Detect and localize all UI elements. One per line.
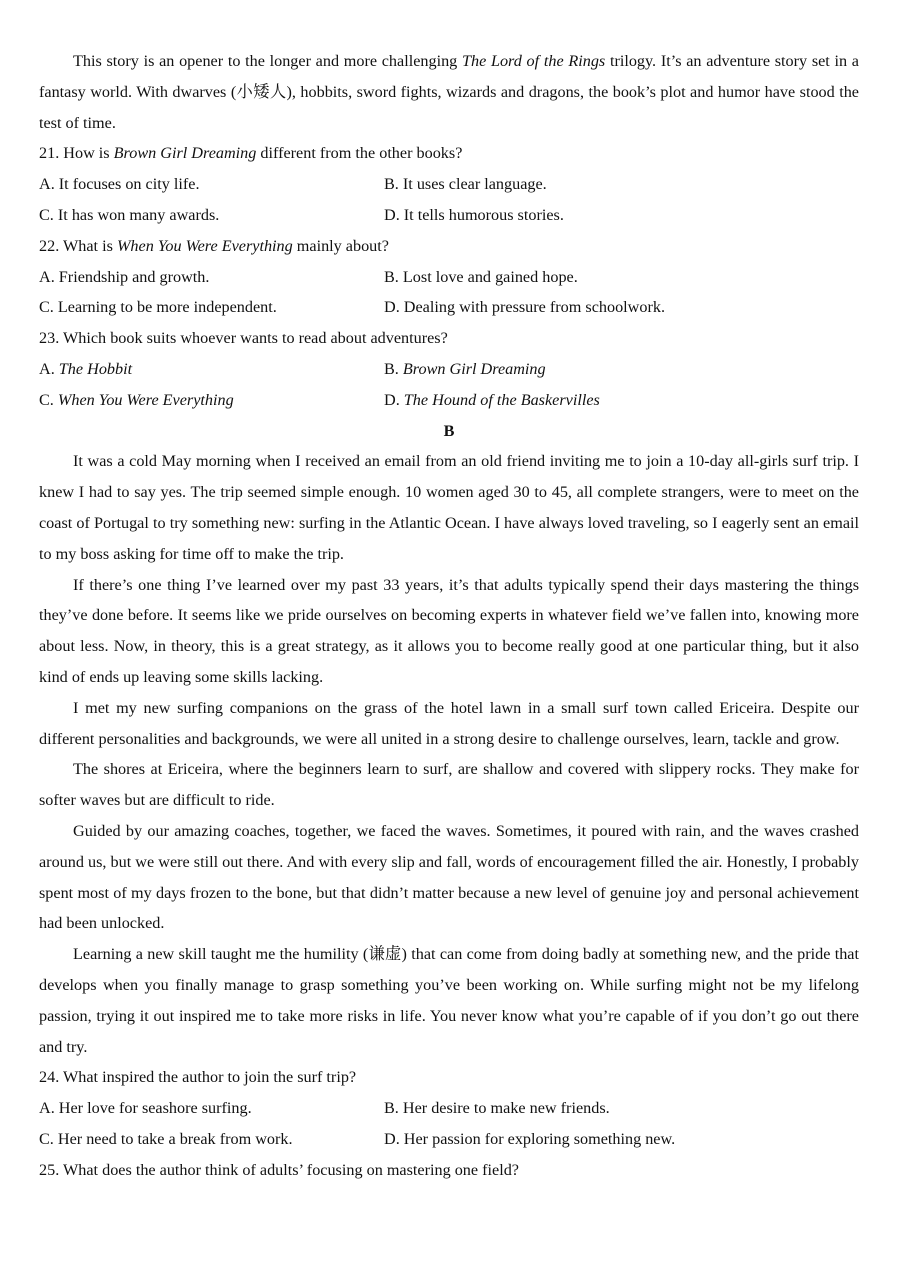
question-text: How is: [63, 144, 114, 163]
section-b-title: B: [443, 421, 455, 440]
question-text: different from the other books?: [256, 144, 463, 163]
option-22b: [384, 262, 578, 293]
question-text: What is: [63, 236, 117, 255]
passage-paragraph-6: Learning a new skill taught me the humility (谦虚) that can come from doing badly at something new, and the pride that develops when you finally manage to grasp something you’ve been working on. While surfing might not be my lifelong passion, trying it out inspired me to take more risks in life. You never know what you’re capable of if you don’t go out there and try.: [39, 945, 859, 1056]
option-letter: A.: [39, 359, 59, 378]
options-row: [39, 292, 859, 323]
option-text: Her desire to make new friends.: [402, 1099, 610, 1118]
option-text: It uses clear language.: [402, 175, 547, 194]
question-text: Which book suits whoever wants to read about adventures?: [63, 329, 448, 348]
option-text: The Hobbit: [58, 359, 133, 378]
option-21c: [39, 200, 384, 231]
option-text: Her passion for exploring something new.: [403, 1129, 676, 1148]
option-24b: [384, 1093, 610, 1124]
question-number: 25.: [39, 1160, 63, 1179]
option-text: The Hound of the Baskervilles: [403, 390, 600, 409]
option-letter: D.: [384, 390, 404, 409]
options-row: [39, 385, 859, 416]
option-23a: [39, 354, 384, 385]
option-text: It has won many awards.: [57, 205, 220, 224]
option-24a: [39, 1093, 384, 1124]
option-letter: A.: [39, 1099, 59, 1118]
option-text: Dealing with pressure from schoolwork.: [403, 298, 665, 317]
options-row: [39, 262, 859, 293]
passage-paragraph-4: The shores at Ericeira, where the beginners learn to surf, are shallow and covered with slippery rocks. They make for softer waves but are difficult to ride.: [39, 760, 859, 810]
option-22a: [39, 262, 384, 293]
question-number: 23.: [39, 329, 63, 348]
option-text: It tells humorous stories.: [403, 205, 564, 224]
option-21b: [384, 169, 547, 200]
options-row: [39, 169, 859, 200]
question-21: [39, 138, 859, 169]
option-letter: B.: [384, 359, 403, 378]
passage-paragraph-1: It was a cold May morning when I received an email from an old friend inviting me to join a 10-day all-girls surf trip. I knew I had to say yes. The trip seemed simple enough. 10 women aged 30 to 45, all complete strangers, were to meet on the coast of Portugal to try something new: surfing in the Atlantic Ocean. I have always loved traveling, so I eagerly sent an email to my boss asking for time off to make the trip.: [39, 452, 859, 563]
option-21d: [384, 200, 564, 231]
book-title: Brown Girl Dreaming: [113, 144, 257, 163]
question-number: 24.: [39, 1068, 63, 1087]
question-number: 22.: [39, 236, 63, 255]
question-22: [39, 231, 859, 262]
passage-paragraph-5: Guided by our amazing coaches, together, we faced the waves. Sometimes, it poured with rain, and the waves crashed around us, but we were still out there. And with every slip and fall, words of encouragement filled the air. Honestly, I probably spent most of my days frozen to the bone, but that didn’t matter because a new level of genuine joy and personal achievement had been unlocked.: [39, 821, 859, 933]
option-24d: [384, 1124, 675, 1155]
option-text: It focuses on city life.: [58, 175, 200, 194]
passage-paragraph-2: If there’s one thing I’ve learned over my past 33 years, it’s that adults typically spend their days mastering the things they’ve done before. It seems like we pride ourselves on becoming experts in whatever field we’ve fallen into, knowing more about less. Now, in theory, this is a great strategy, as it allows you to become really good at one particular thing, but it also kind of ends up leaving some skills lacking.: [39, 575, 859, 686]
option-letter: B.: [384, 267, 403, 286]
question-text: What does the author think of adults’ focusing on mastering one field?: [63, 1160, 519, 1179]
option-letter: A.: [39, 175, 59, 194]
options-row: [39, 200, 859, 231]
option-letter: D.: [384, 298, 404, 317]
intro-text: trilogy. It’s an adventure story set in a fantasy world. With dwarves (小矮人), hobbits, sword fights, wizards and dragons, the book’s plot and humor have stood the test of time.: [39, 52, 859, 132]
option-23d: [384, 385, 600, 416]
option-letter: B.: [384, 1099, 403, 1118]
option-letter: C.: [39, 205, 58, 224]
book-title: When You Were Everything: [116, 236, 293, 255]
option-letter: C.: [39, 298, 58, 317]
passage-paragraph-3: I met my new surfing companions on the grass of the hotel lawn in a small surf town called Ericeira. Despite our different personalities and backgrounds, we were all united in a strong desire to challenge ourselves, learn, tackle and grow.: [39, 698, 859, 748]
question-25: [39, 1155, 859, 1186]
exam-page: [39, 46, 859, 1185]
option-text: Brown Girl Dreaming: [402, 359, 546, 378]
question-text: mainly about?: [292, 236, 389, 255]
option-letter: C.: [39, 390, 58, 409]
option-23c: [39, 385, 384, 416]
option-text: Her love for seashore surfing.: [58, 1099, 252, 1118]
intro-paragraph: [39, 46, 859, 138]
option-22d: [384, 292, 665, 323]
option-letter: D.: [384, 205, 404, 224]
option-21a: [39, 169, 384, 200]
option-24c: [39, 1124, 384, 1155]
option-23b: [384, 354, 546, 385]
question-text: What inspired the author to join the surf trip?: [63, 1068, 357, 1087]
option-letter: B.: [384, 175, 403, 194]
book-title: The Lord of the Rings: [461, 52, 606, 70]
question-23: [39, 323, 859, 354]
option-letter: C.: [39, 1129, 58, 1148]
question-24: [39, 1062, 859, 1093]
option-text: Learning to be more independent.: [57, 298, 277, 317]
option-letter: D.: [384, 1129, 404, 1148]
option-text: Her need to take a break from work.: [57, 1129, 293, 1148]
options-row: [39, 1124, 859, 1155]
option-text: Friendship and growth.: [58, 267, 210, 286]
intro-text: This story is an opener to the longer and more challenging: [73, 52, 462, 70]
option-22c: [39, 292, 384, 323]
question-number: 21.: [39, 144, 64, 163]
options-row: [39, 354, 859, 385]
option-letter: A.: [39, 267, 59, 286]
options-row: [39, 1093, 859, 1124]
option-text: Lost love and gained hope.: [402, 267, 578, 286]
option-text: When You Were Everything: [57, 390, 234, 409]
